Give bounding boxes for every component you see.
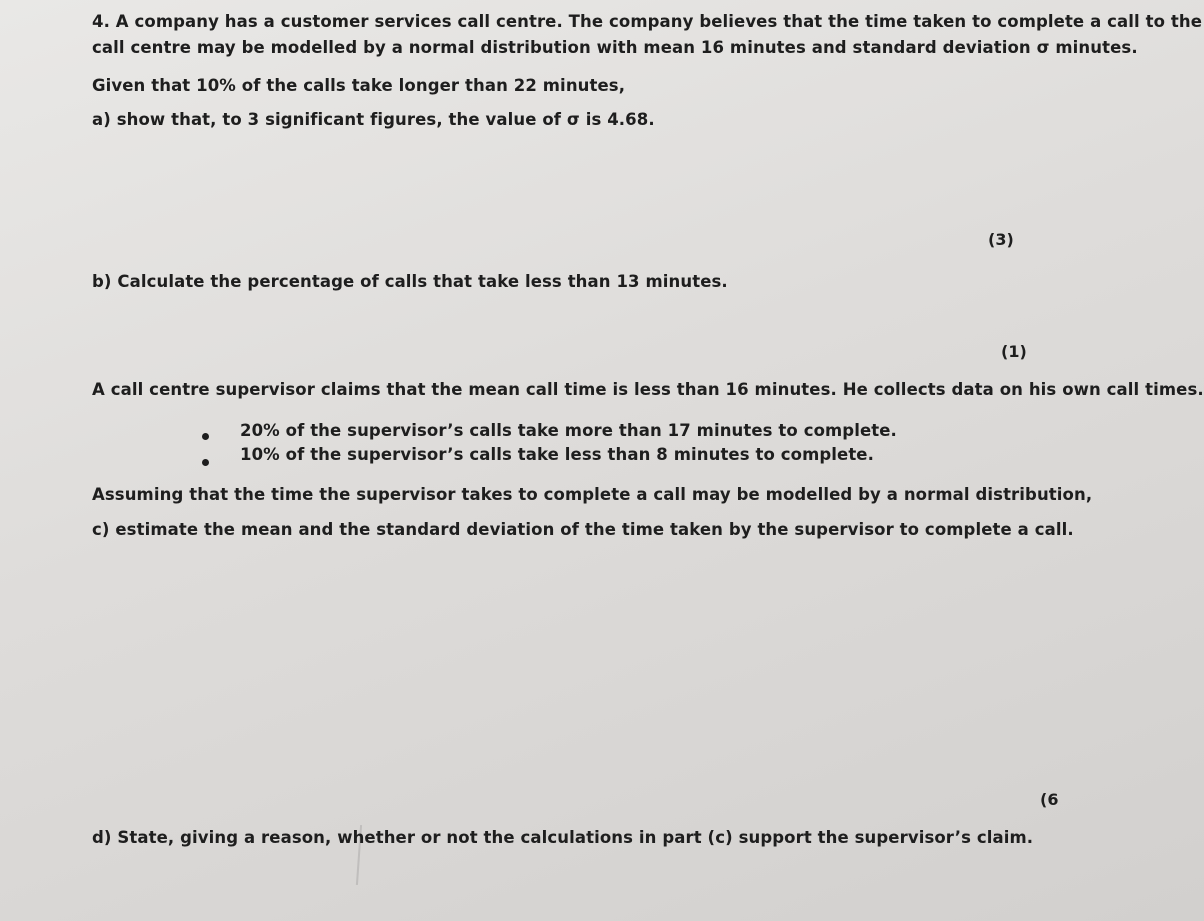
bullet-item-2: 10% of the supervisor’s calls take less than 8 minutes to complete. (240, 445, 874, 464)
bullet-item-1: 20% of the supervisor’s calls take more than 17 minutes to complete. (240, 421, 897, 440)
bullet-marker-2 (202, 459, 209, 466)
part-c-marks: (6 (1040, 790, 1059, 809)
bullet-marker-1 (202, 433, 209, 440)
part-a-marks: (3) (988, 230, 1014, 249)
part-c-question: c) estimate the mean and the standard deviation of the time taken by the supervisor to complete a call. (92, 520, 1074, 539)
supervisor-claim-text: A call centre supervisor claims that the mean call time is less than 16 minutes. He collects data on his own call times. (92, 380, 1204, 399)
part-b-question: b) Calculate the percentage of calls that take less than 13 minutes. (92, 272, 728, 291)
part-a-question: a) show that, to 3 significant figures, the value of σ is 4.68. (92, 110, 655, 129)
question-intro-line-2: call centre may be modelled by a normal distribution with mean 16 minutes and standard deviation σ minutes. (92, 38, 1138, 57)
given-statement: Given that 10% of the calls take longer than 22 minutes, (92, 76, 626, 95)
assuming-statement: Assuming that the time the supervisor takes to complete a call may be modelled by a normal distribution, (92, 485, 1093, 504)
question-intro-line-1: 4. A company has a customer services call centre. The company believes that the time taken to complete a call to the (92, 12, 1203, 31)
part-b-marks: (1) (1001, 342, 1027, 361)
part-d-question: d) State, giving a reason, whether or not the calculations in part (c) support the supervisor’s claim. (92, 828, 1034, 847)
